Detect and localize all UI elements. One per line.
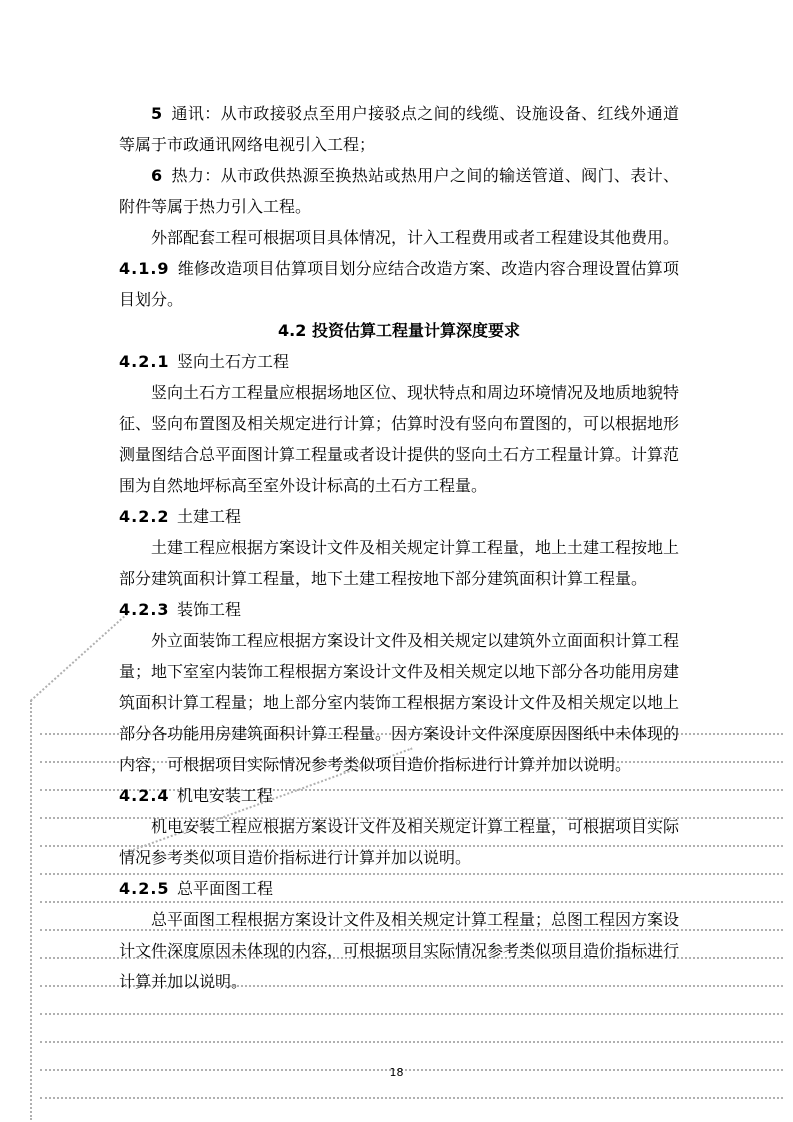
page-number: 18: [389, 1066, 404, 1079]
clause-heading: [119, 594, 679, 625]
clause-number: 4.1.9: [119, 259, 170, 278]
paragraph-telecom: [119, 98, 679, 160]
clause-number: 4.2.4: [119, 786, 170, 805]
clause-title: 土建工程: [177, 507, 242, 526]
clause-title: 竖向土石方工程: [177, 352, 290, 371]
item-number: 6: [151, 166, 164, 185]
paragraph-text: 通讯：从市政接驳点至用户接驳点之间的线缆、设施设备、红线外通道等属于市政通讯网络电视引入工程；: [119, 104, 679, 154]
paragraph-text: 外部配套工程可根据项目具体情况，计入工程费用或者工程建设其他费用。: [151, 228, 680, 247]
clause-heading: [119, 346, 679, 377]
paragraph-text: 维修改造项目估算项目划分应结合改造方案、改造内容合理设置估算项目划分。: [119, 259, 679, 309]
dotted-line: [40, 1097, 783, 1099]
clause-number: 4.2.3: [119, 600, 170, 619]
clause-4-1-9: [119, 253, 679, 315]
clause-body: 外立面装饰工程应根据方案设计文件及相关规定以建筑外立面面积计算工程量；地下室室内装饰工程根据方案设计文件及相关规定以地下部分各功能用房建筑面积计算工程量；地上部分室内装饰工程根据方案设计文件及相关规定以地上部分各功能用房建筑面积计算工程量。因方案设计文件深度原因图纸中未体现的内容，可根据项目实际情况参考类似项目造价指标进行计算并加以说明。: [119, 631, 680, 774]
clause-heading: [119, 873, 679, 904]
clause-body: 总平面图工程根据方案设计文件及相关规定计算工程量；总图工程因方案设计文件深度原因未体现的内容，可根据项目实际情况参考类似项目造价指标进行计算并加以说明。: [119, 910, 680, 991]
clause-number: 4.2.5: [119, 879, 170, 898]
clause-body: 竖向土石方工程量应根据场地区位、现状特点和周边环境情况及地质地貌特征、竖向布置图及相关规定进行计算；估算时没有竖向布置图的，可以根据地形测量图结合总平面图计算工程量或者设计提供的竖向土石方工程量计算。计算范围为自然地坪标高至室外设计标高的土石方工程量。: [119, 383, 680, 495]
clause-body: 机电安装工程应根据方案设计文件及相关规定计算工程量，可根据项目实际情况参考类似项目造价指标进行计算并加以说明。: [119, 817, 680, 867]
dotted-line: [30, 700, 32, 1120]
paragraph-text: 热力：从市政供热源至换热站或热用户之间的输送管道、阀门、表计、附件等属于热力引入工程。: [119, 166, 679, 216]
document-body: [119, 98, 679, 997]
clause-body: 土建工程应根据方案设计文件及相关规定计算工程量，地上土建工程按地上部分建筑面积计算工程量，地下土建工程按地下部分建筑面积计算工程量。: [119, 538, 680, 588]
clause-heading: [119, 501, 679, 532]
clause-title: 总平面图工程: [177, 879, 274, 898]
clause-heading: [119, 780, 679, 811]
clause-title: 机电安装工程: [177, 786, 274, 805]
clause-title: 装饰工程: [177, 600, 242, 619]
paragraph-external-works: [119, 222, 679, 253]
section-title: 4.2 投资估算工程量计算深度要求: [278, 321, 520, 340]
clause-number: 4.2.2: [119, 507, 170, 526]
dotted-line: [40, 1041, 783, 1043]
paragraph-heating: [119, 160, 679, 222]
item-number: 5: [151, 104, 164, 123]
clause-number: 4.2.1: [119, 352, 170, 371]
dotted-line: [30, 613, 128, 701]
dotted-line: [40, 1013, 783, 1015]
